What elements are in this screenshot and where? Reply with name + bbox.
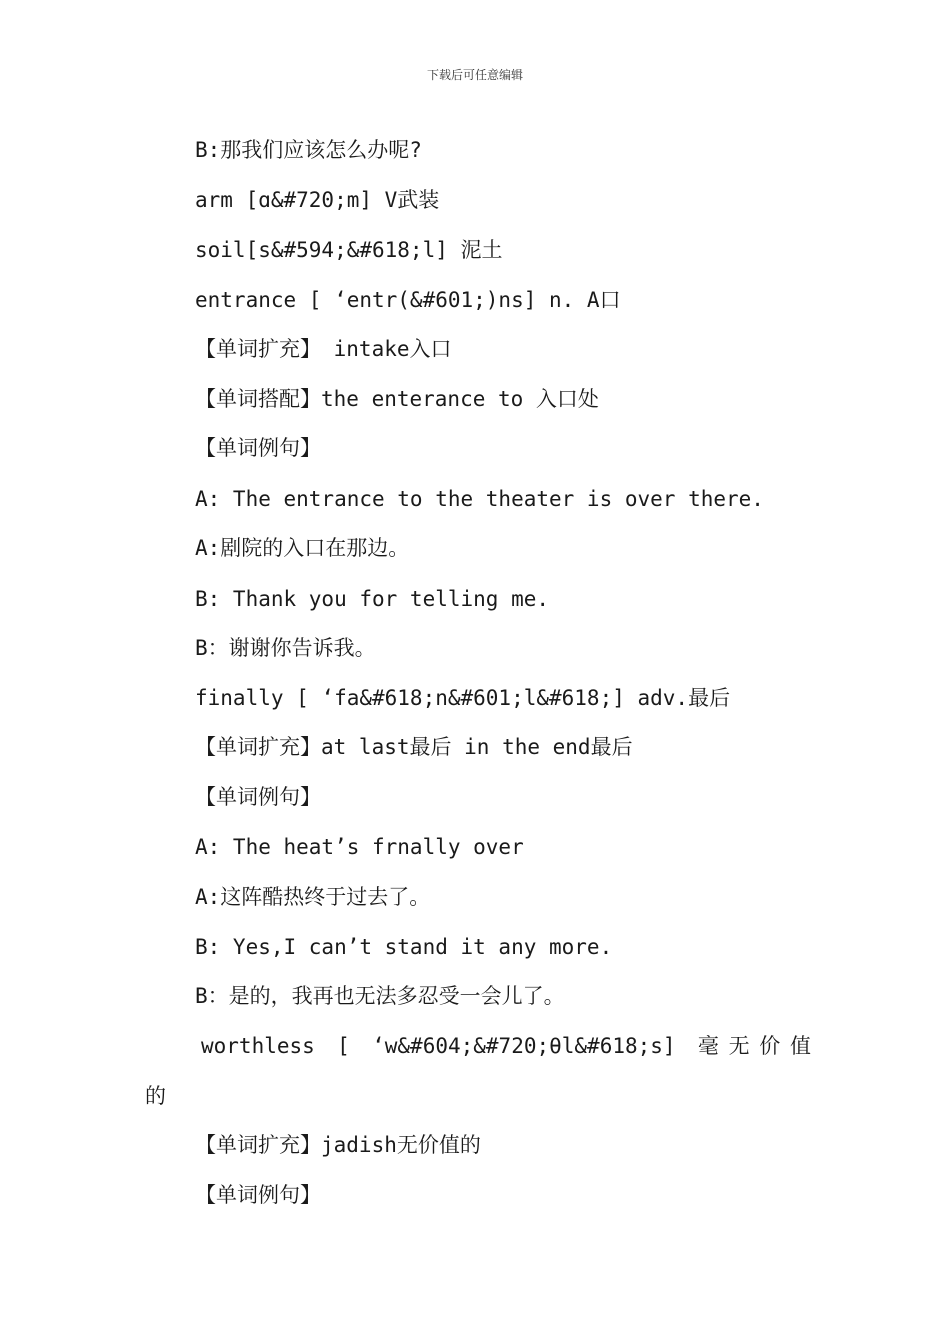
text-line: A:这阵酷热终于过去了。	[195, 885, 431, 909]
text-line: A:剧院的入口在那边。	[195, 536, 410, 560]
text-line: 【单词例句】	[195, 436, 321, 460]
text-line: B:那我们应该怎么办呢?	[195, 138, 422, 162]
text-line: entrance [ ‘entr(&#601;)ns] n. A口	[195, 288, 621, 312]
page-header: 下载后可任意编辑	[426, 68, 523, 82]
text-line: A: The entrance to the theater is over there.	[195, 487, 764, 511]
text-line: A: The heat’s frnally over	[195, 835, 524, 859]
text-line: 【单词扩充】 intake入口	[195, 337, 452, 361]
text-line: 【单词例句】	[195, 785, 321, 809]
text-line: 的	[145, 1084, 166, 1108]
text-line: B: Yes,I can’t stand it any more.	[195, 935, 613, 959]
text-line: 【单词扩充】jadish无价值的	[195, 1133, 481, 1157]
text-line: soil[s&#594;&#618;l] 泥土	[195, 238, 503, 262]
text-line: 【单词例句】	[195, 1183, 321, 1207]
text-line: worthless [ ‘w&#604;&#720;θl&#618;s] 毫无价值	[201, 1034, 811, 1058]
text-line: B：是的，我再也无法多忍受一会儿了。	[195, 984, 565, 1008]
text-line: finally [ ‘fa&#618;n&#601;l&#618;] adv.最后	[195, 686, 731, 710]
text-line: 【单词搭配】the enterance to 入口处	[195, 387, 599, 411]
text-line: 【单词扩充】at last最后 in the end最后	[195, 735, 633, 759]
text-line: arm [ɑ&#720;m] V武装	[195, 188, 440, 212]
text-line: B：谢谢你告诉我。	[195, 636, 376, 660]
text-line: B: Thank you for telling me.	[195, 587, 550, 611]
